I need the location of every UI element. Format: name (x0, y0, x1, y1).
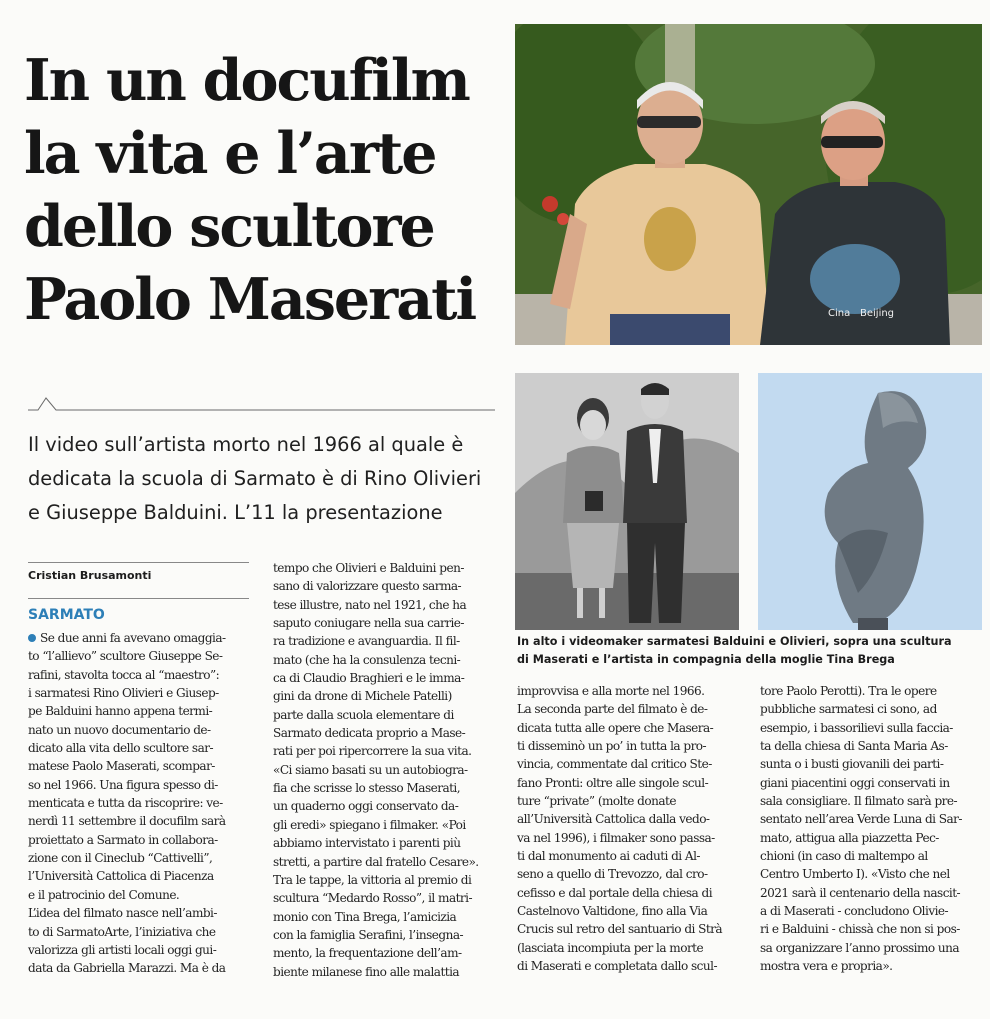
column-line: biente milanese fino alle malattia (273, 964, 460, 979)
subhead (28, 428, 498, 530)
column-line: Castelnovo Valtidone, fino alla Via (517, 904, 708, 919)
column-line: improvvisa e alla morte nel 1966. (517, 684, 705, 698)
photo-videomakers-illustration (515, 24, 982, 345)
column-line: Crucis sul retro del santuario di Strà (517, 922, 723, 937)
headline-line: In un docufilm (24, 47, 469, 114)
column-line: ture “private” (molte donate (517, 794, 676, 809)
column-line: data da Gabriella Marazzi. Ma è da (28, 961, 226, 976)
column-line: ri e Balduini - chissà che non si pos- (760, 922, 960, 937)
column-line: tempo che Olivieri e Balduini pen- (273, 561, 464, 575)
article-column-1 (28, 629, 252, 978)
column-line: gini da drone di Michele Patelli) (273, 689, 452, 704)
subhead-line: e Giuseppe Balduini. L’11 la presentazione (28, 501, 443, 524)
column-line: pe Balduini hanno appena termi- (28, 704, 213, 719)
column-line: to di SarmatoArte, l’iniziativa che (28, 924, 216, 939)
column-line: esempio, i bassorilievi sulla faccia- (760, 720, 953, 735)
column-line: sentato nell’area Verde Luna di Sar- (760, 812, 962, 827)
column-line: so nel 1966. Una figura spesso di- (28, 777, 218, 792)
column-line: rafini, stavolta tocca al “maestro”: (28, 667, 220, 682)
column-line: 2021 sarà il centenario della nascit- (760, 885, 961, 900)
column-line: L’idea del filmato nasce nell’ambi- (28, 906, 217, 921)
column-line: un quaderno oggi conservato da- (273, 799, 459, 814)
column-line: mato, attigua alla piazzetta Pec- (760, 830, 939, 845)
column-line: stretti, a partire dal fratello Cesare». (273, 854, 479, 869)
column-line: giani piacentini oggi conservati in (760, 775, 950, 790)
column-line: fano Pronti: oltre alle singole scul- (517, 775, 709, 790)
caption-line: di Maserati e l’artista in compagnia della moglie Tina Brega (517, 653, 895, 666)
column-line: saputo coniugare nella sua carrie- (273, 616, 464, 631)
column-line: ca di Claudio Braghieri e le imma- (273, 671, 465, 686)
photo-sculpture (758, 373, 982, 630)
photo-videomakers (515, 24, 982, 345)
column-line: (lasciata incompiuta per la morte (517, 940, 704, 955)
column-line: fia che scrisse lo stesso Maserati, (273, 781, 461, 796)
column-line: sano di valorizzare questo sarma- (273, 579, 462, 594)
shirt-text-cina: Cina (828, 308, 851, 319)
headline-line: Paolo Maserati (24, 266, 476, 333)
subhead-line: dedicata la scuola di Sarmato è di Rino Olivieri (28, 467, 482, 490)
headline (24, 44, 504, 336)
column-line: a di Maserati - concludono Olivie- (760, 904, 949, 919)
column-line: parte dalla scuola elementare di (273, 707, 454, 722)
article-column-4 (760, 682, 982, 976)
column-line: proiettato a Sarmato in collabora- (28, 832, 218, 847)
column-line: seno a quello di Trevozzo, dal cro- (517, 867, 708, 882)
column-line: to “l’allievo” scultore Giuseppe Se- (28, 649, 223, 664)
column-line: abbiamo intervistato i parenti più (273, 836, 461, 851)
author-rule-top (28, 562, 249, 563)
column-line: sunta o i busti giovanili dei parti- (760, 757, 944, 772)
column-line: all’Università Cattolica dalla vedo- (517, 812, 710, 827)
column-line-text: Se due anni fa avevano omaggia- (40, 631, 226, 645)
photo-caption (517, 633, 987, 669)
column-line: zione con il Cineclub “Cattivelli”, (28, 851, 213, 866)
column-line: nerdì 11 settembre il docufilm sarà (28, 814, 226, 829)
column-line: rati per poi ripercorrere la sua vita. (273, 744, 472, 759)
shirt-text-beijing: Beijing (860, 308, 895, 319)
caption-line: In alto i videomaker sarmatesi Balduini e Olivieri, sopra una scultura (517, 635, 952, 648)
column-line: i sarmatesi Rino Olivieri e Giusep- (28, 686, 219, 701)
column-line (28, 629, 252, 647)
article-column-2 (273, 559, 499, 981)
column-line: dicata tutta alle opere che Masera- (517, 720, 714, 735)
column-line: pubbliche sarmatesi ci sono, ad (760, 702, 937, 717)
column-line: ti dal monumento ai caduti di Al- (517, 849, 700, 864)
subhead-line: Il video sull’artista morto nel 1966 al quale è (28, 433, 464, 456)
column-line: dicato alla vita dello scultore sar- (28, 741, 213, 756)
column-line: mato (che ha la consulenza tecni- (273, 652, 461, 667)
column-line: Sarmato dedicata proprio a Mase- (273, 726, 466, 741)
column-line: ra tradizione e avanguardia. Il fil- (273, 634, 460, 649)
column-line: matese Paolo Maserati, scompar- (28, 759, 215, 774)
column-line: «Ci siamo basati su un autobiogra- (273, 762, 468, 777)
column-line: monio con Tina Brega, l’amicizia (273, 909, 457, 924)
column-line: ta della chiesa di Santa Maria As- (760, 739, 948, 754)
column-line: chioni (in caso di maltempo al (760, 849, 928, 864)
headline-line: dello scultore (24, 193, 434, 260)
column-line: tore Paolo Perotti). Tra le opere (760, 684, 937, 698)
column-line: valorizza gli artisti locali oggi gui- (28, 942, 217, 957)
subhead-rule (28, 396, 498, 412)
column-line: scultura “Medardo Rosso”, il matri- (273, 891, 472, 906)
column-line: gli eredi» spiegano i filmaker. «Poi (273, 817, 466, 832)
column-line: La seconda parte del filmato è de- (517, 702, 708, 717)
column-line: tese illustre, nato nel 1921, che ha (273, 597, 467, 612)
column-line: mostra vera e propria». (760, 959, 893, 974)
article-column-3 (517, 682, 741, 976)
dateline-place: SARMATO (28, 607, 105, 623)
column-line: sala consigliare. Il filmato sarà pre- (760, 794, 958, 809)
column-line: menticata e tutta da riscoprire: ve- (28, 796, 223, 811)
column-line: e il patrocinio del Comune. (28, 887, 180, 902)
column-line: con la famiglia Serafini, l’insegna- (273, 927, 464, 942)
column-line: Tra le tappe, la vittoria al premio di (273, 872, 472, 887)
column-line: nato un nuovo documentario de- (28, 722, 211, 737)
column-line: l’Università Cattolica di Piacenza (28, 869, 214, 884)
column-line: ti disseminò un po’ in tutta la pro- (517, 739, 707, 754)
column-line: mento, la frequentazione dell’am- (273, 946, 462, 961)
author-rule-bottom (28, 598, 249, 599)
photo-sculpture-illustration (758, 373, 982, 630)
column-line: cefisso e dal portale della chiesa di (517, 885, 713, 900)
author-byline: Cristian Brusamonti (28, 569, 152, 582)
photo-artist-with-wife-illustration (515, 373, 739, 630)
column-line: va nel 1996), i filmaker sono passa- (517, 830, 715, 845)
headline-line: la vita e l’arte (24, 120, 436, 187)
column-line: sa organizzare l’anno prossimo una (760, 940, 960, 955)
column-line: Centro Umberto I). «Visto che nel (760, 867, 950, 882)
bullet-icon (28, 634, 36, 642)
photo-artist-with-wife (515, 373, 739, 630)
column-line: di Maserati e completata dallo scul- (517, 959, 717, 974)
column-line: vincia, commentate dal critico Ste- (517, 757, 712, 772)
